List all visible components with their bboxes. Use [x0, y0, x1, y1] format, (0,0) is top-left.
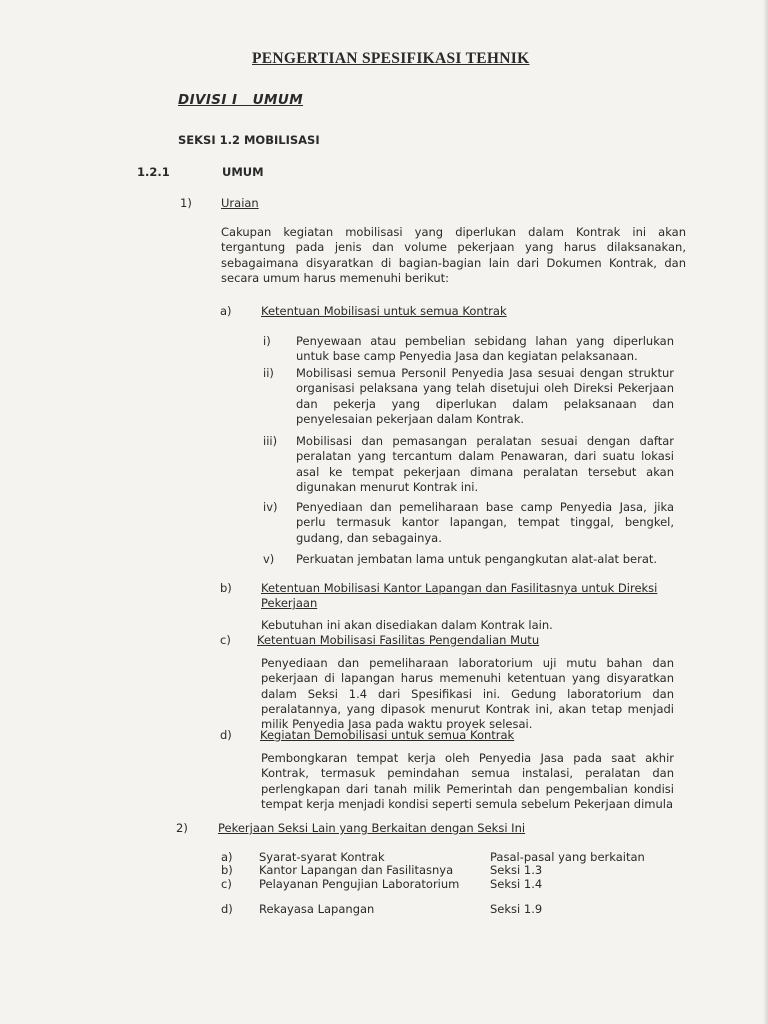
uraian-paragraph: Cakupan kegiatan mobilisasi yang diperlukan dalam Kontrak ini akan tergantung pada jenis dan volume pekerjaan yang harus dilaksanakan, sebagaimana disyaratkan di bagian-bagian lain dari Dokumen Kontrak, dan secara umum harus memenuhi berikut:: [221, 225, 686, 285]
sub-a-heading: Ketentuan Mobilisasi untuk semua Kontrak: [261, 304, 507, 318]
sub-a-item-num: iv): [263, 500, 278, 514]
sub-d-heading: Kegiatan Demobilisasi untuk semua Kontrak: [260, 728, 515, 742]
related-row-ref: Seksi 1.4: [490, 877, 543, 891]
subsection-title: UMUM: [222, 165, 264, 179]
sub-b-heading-line2: Pekerjaan: [261, 596, 318, 610]
related-row-ref: Seksi 1.9: [490, 902, 543, 916]
sub-b-letter: b): [220, 581, 232, 595]
sub-c-paragraph: Penyediaan dan pemeliharaan laboratorium uji mutu bahan dan pekerjaan di lapangan harus memenuhi ketentuan yang disyaratkan dalam Seksi 1.4 dari Spesifikasi ini. Gedung laboratorium dan peralatannya, yang dipasok menurut Kontrak ini, akan tetap menjadi milik Penyedia Jasa pada waktu proyek selesai.: [261, 656, 674, 732]
item-number-2: 2): [176, 821, 188, 835]
division-heading: DIVISI I UMUM: [178, 92, 304, 108]
section-heading: SEKSI 1.2 MOBILISASI: [178, 133, 320, 147]
sub-a-item-text: Mobilisasi dan pemasangan peralatan sesuai dengan daftar peralatan yang tercantum dalam Penawaran, dari suatu lokasi asal ke tempat pekerjaan dimana peralatan tersebut akan digunakan menurut Kontrak ini.: [296, 434, 674, 494]
related-row-name: Kantor Lapangan dan Fasilitasnya: [259, 863, 454, 877]
related-row-letter: d): [221, 902, 233, 916]
sub-a-item-num: ii): [263, 366, 274, 380]
related-row-name: Syarat-syarat Kontrak: [259, 850, 385, 864]
subsection-number: 1.2.1: [137, 165, 170, 179]
related-row-letter: c): [221, 877, 232, 891]
sub-a-item-text: Mobilisasi semua Personil Penyedia Jasa sesuai dengan struktur organisasi pelaksana yang telah disetujui oleh Direksi Pekerjaan dan pekerja yang diperlukan dalam pelaksanaan dan penyelesaian pekerjaan dalam Kontrak.: [296, 366, 674, 426]
sub-d-letter: d): [220, 728, 232, 742]
sub-d-paragraph: Pembongkaran tempat kerja oleh Penyedia Jasa pada saat akhir Kontrak, termasuk pemindahan semua instalasi, peralatan dan perlengkapan dari tanah milik Pemerintah dan pengembalian kondisi tempat kerja menjadi kondisi seperti semula sebelum Pekerjaan dimula: [261, 751, 674, 811]
sub-c-heading: Ketentuan Mobilisasi Fasilitas Pengendalian Mutu: [257, 633, 540, 647]
sub-a-item-num: v): [263, 552, 275, 566]
related-heading: Pekerjaan Seksi Lain yang Berkaitan dengan Seksi Ini: [218, 821, 526, 835]
sub-a-item-text: Penyediaan dan pemeliharaan base camp Penyedia Jasa, jika perlu termasuk kantor lapangan, tempat tinggal, bengkel, gudang, dan sebagainya.: [296, 500, 674, 545]
document-title: PENGERTIAN SPESIFIKASI TEHNIK: [252, 50, 530, 67]
sub-a-letter: a): [220, 304, 232, 318]
related-row-name: Rekayasa Lapangan: [259, 902, 375, 916]
related-row-name: Pelayanan Pengujian Laboratorium: [259, 877, 460, 891]
sub-a-item-num: i): [263, 334, 271, 348]
sub-a-item-text: Penyewaan atau pembelian sebidang lahan yang diperlukan untuk base camp Penyedia Jasa dan kegiatan pelaksanaan.: [296, 334, 674, 364]
sub-a-item-num: iii): [263, 434, 278, 448]
scan-edge: [763, 0, 768, 1024]
uraian-heading: Uraian: [221, 196, 259, 210]
sub-b-paragraph: Kebutuhan ini akan disediakan dalam Kontrak lain.: [261, 618, 553, 632]
related-header-right: Pasal-pasal yang berkaitan: [490, 850, 645, 864]
item-number-1: 1): [180, 196, 192, 210]
sub-c-letter: c): [220, 633, 231, 647]
related-row-letter: b): [221, 863, 233, 877]
related-row-ref: Seksi 1.3: [490, 863, 543, 877]
related-row-letter: a): [221, 850, 233, 864]
sub-b-heading-line1: Ketentuan Mobilisasi Kantor Lapangan dan Fasilitasnya untuk Direksi: [261, 581, 658, 595]
sub-a-item-text: Perkuatan jembatan lama untuk pengangkutan alat-alat berat.: [296, 552, 658, 566]
